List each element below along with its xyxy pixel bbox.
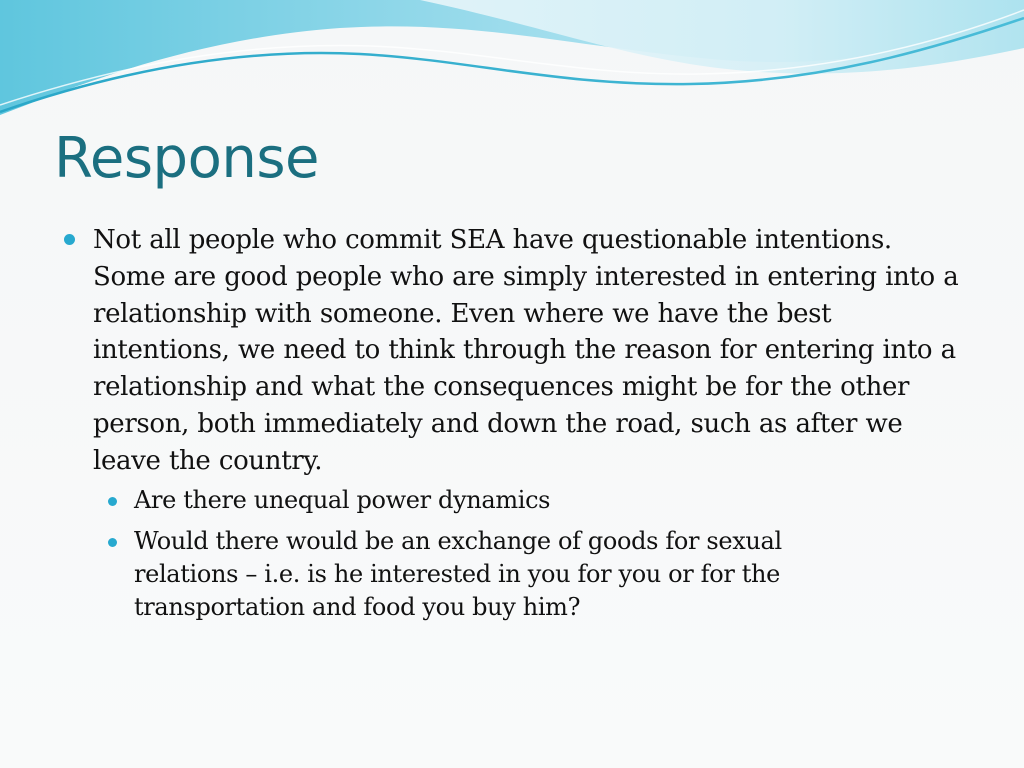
slide-title: Response (54, 126, 319, 191)
sub-bullet-text: Are there unequal power dynamics (134, 485, 551, 514)
sub-bullet-dot-icon (108, 497, 117, 506)
bullet-text: Not all people who commit SEA have questionable intentions. Some are good people who are simply interested in entering into a relationship with someone. Even where we have the best intentions, we need to think through the reason for entering into a relationship and what the consequences might be for the other person, both immediately and down the road, such as after we leave the country. (93, 225, 959, 476)
sub-bullet-item (134, 484, 874, 517)
header-wave-decoration (0, 0, 1024, 130)
sub-bullet-list (62, 484, 972, 624)
bullet-item (62, 222, 972, 480)
sub-bullet-text: Would there would be an exchange of goods for sexual relations – i.e. is he interested in you for you or for the transportation and food you buy him? (134, 526, 782, 621)
sub-bullet-item (134, 525, 874, 624)
bullet-dot-icon (64, 234, 75, 245)
slide-content (62, 222, 972, 632)
sub-bullet-dot-icon (108, 538, 117, 547)
